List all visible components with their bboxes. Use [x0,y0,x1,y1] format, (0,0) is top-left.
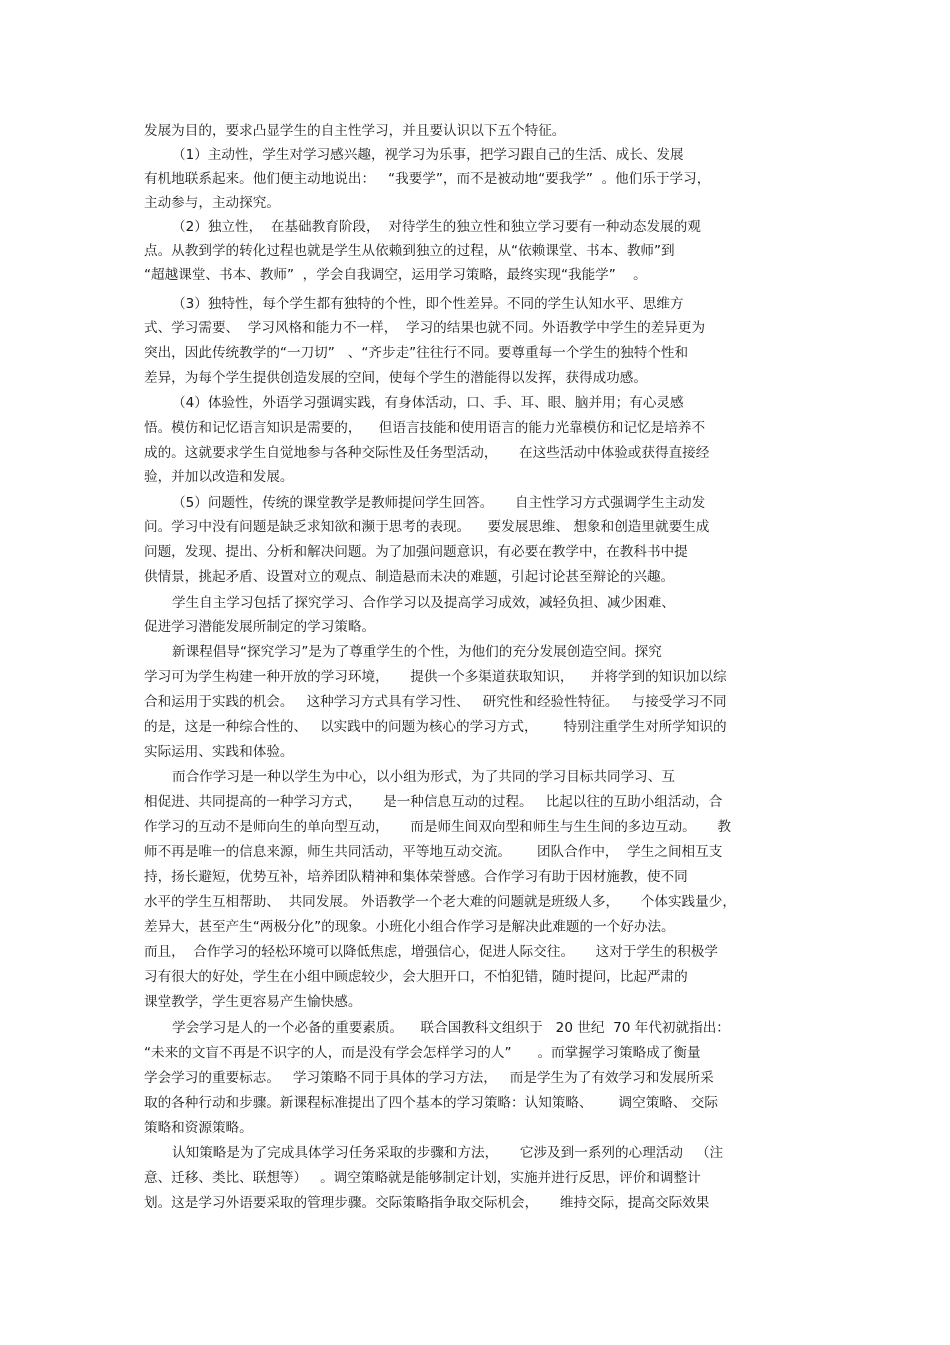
text-line: 点。从教到学的转化过程也就是学生从依赖到独立的过程，从“依赖课堂、书本、教师”到 [144,243,675,259]
text-line: 习有很大的好处，学生在小组中顾虑较少，会大胆开口，不怕犯错，随时提问，比起严肃的 [144,969,688,985]
text-line: （5）问题性，传统的课堂教学是教师提问学生回答。 自主性学习方式强调学生主动发 [172,495,706,511]
text-line: “未来的文盲不再是不识字的人，而是没有学会怎样学习的人” 。而掌握学习策略成了衡量 [144,1045,701,1061]
text-line: 而且， 合作学习的轻松环境可以降低焦虑，增强信心，促进人际交往。 这对于学生的积极学 [144,944,718,960]
text-line: （2）独立性， 在基础教育阶段， 对待学生的独立性和独立学习要有一种动态发展的观 [172,219,701,235]
text-line: 问。学习中没有问题是缺乏求知欲和濒于思考的表现。 要发展思维、 想象和创造里就要生成 [144,519,710,535]
text-line: （3）独特性，每个学生都有独特的个性，即个性差异。不同的学生认知水平、思维方 [172,296,684,312]
text-line: 师不再是唯一的信息来源，师生共同活动，平等地互动交流。 团队合作中， 学生之间相互支 [144,844,723,860]
text-line: （4）体验性，外语学习强调实践，有身体活动，口、手、耳、眼、脑并用；有心灵感 [172,395,684,411]
text-line: 学会学习的重要标志。 学习策略不同于具体的学习方法， 而是学生为了有效学习和发展所采 [144,1070,714,1086]
text-line: 持，扬长避短，优势互补，培养团队精神和集体荣誉感。合作学习有助于因材施教，使不同 [144,869,688,885]
text-line: 取的各种行动和步骤。新课程标准提出了四个基本的学习策略：认知策略、 调空策略、 交际 [144,1095,718,1111]
text-line: 合和运用于实践的机会。 这种学习方式具有学习性、 研究性和经验性特征。 与接受学习不同 [144,694,727,710]
text-line: 而合作学习是一种以学生为中心，以小组为形式，为了共同的学习目标共同学习、互 [172,769,675,785]
text-line: 差异，为每个学生提供创造发展的空间，使每个学生的潜能得以发挥，获得成功感。 [144,370,647,386]
text-line: 水平的学生互相帮助、 共同发展。 外语教学一个老大难的问题就是班级人多， 个体实践量少， [144,894,736,910]
text-line: 学生自主学习包括了探究学习、合作学习以及提高学习成效，减轻负担、减少困难、 [172,595,675,611]
text-line: 新课程倡导“探究学习”是为了尊重学生的个性，为他们的充分发展创造空间。探究 [172,644,662,660]
text-line: 课堂教学，学生更容易产生愉快感。 [144,994,362,1010]
text-line: “超越课堂、书本、教师” ，学会自我调空，运用学习策略，最终实现“我能学” 。 [144,267,647,283]
text-line: 式、学习需要、 学习风格和能力不一样， 学习的结果也就不同。外语教学中学生的差异更为 [144,320,706,336]
text-line: 问题，发现、提出、分析和解决问题。为了加强问题意识，有必要在教学中，在教科书中提 [144,544,688,560]
text-line: 验，并加以改造和发展。 [144,469,294,485]
text-line: 学习可为学生构建一种开放的学习环境， 提供一个多渠道获取知识， 并将学到的知识加以综 [144,669,727,685]
text-line: 供情景，挑起矛盾、设置对立的观点、制造悬而未决的难题，引起讨论甚至辩论的兴趣。 [144,569,675,585]
text-line: 学会学习是人的一个必备的重要素质。 联合国教科文组织于 20 世纪 70 年代初就指出： [172,1020,730,1036]
text-line: 悟。模仿和记忆语言知识是需要的， 但语言技能和使用语言的能力光靠模仿和记忆是培养不 [144,420,706,436]
text-line: 有机地联系起来。他们便主动地说出： “我要学”，而不是被动地“要我学” 。他们乐于学习， [144,171,711,187]
text-line: 主动参与，主动探究。 [144,195,280,211]
text-line: （1）主动性，学生对学习感兴趣，视学习为乐事，把学习跟自己的生活、成长、发展 [172,147,684,163]
text-line: 成的。这就要求学生自觉地参与各种交际性及任务型活动， 在这些活动中体验或获得直接经 [144,445,710,461]
text-line: 实际运用、实践和体验。 [144,744,294,760]
text-line: 发展为目的，要求凸显学生的自主性学习，并且要认识以下五个特征。 [144,123,566,139]
text-line: 促进学习潜能发展所制定的学习策略。 [144,619,376,635]
text-line: 策略和资源策略。 [144,1120,253,1136]
text-line: 相促进、共同提高的一种学习方式， 是一种信息互动的过程。 比起以往的互助小组活动，合 [144,794,723,810]
text-line: 认知策略是为了完成具体学习任务采取的步骤和方法， 它涉及到一系列的心理活动 （注 [172,1145,724,1161]
text-line: 作学习的互动不是师向生的单向型互动， 而是师生间双向型和师生与生生间的多边互动。 教 [144,819,731,835]
text-line: 的是，这是一种综合性的、 以实践中的问题为核心的学习方式， 特别注重学生对所学知识的 [144,719,727,735]
text-line: 划。这是学习外语要采取的管理步骤。交际策略指争取交际机会， 维持交际，提高交际效果 [144,1195,710,1211]
text-line: 意、迁移、类比、联想等） 。调空策略就是能够制定计划，实施并进行反思，评价和调整计 [144,1170,701,1186]
text-line: 差异大，甚至产生“两极分化”的现象。小班化小组合作学习是解决此难题的一个好办法。 [144,919,675,935]
text-line: 突出，因此传统教学的“一刀切” 、“齐步走”往往行不同。要尊重每一个学生的独特个性和 [144,345,689,361]
